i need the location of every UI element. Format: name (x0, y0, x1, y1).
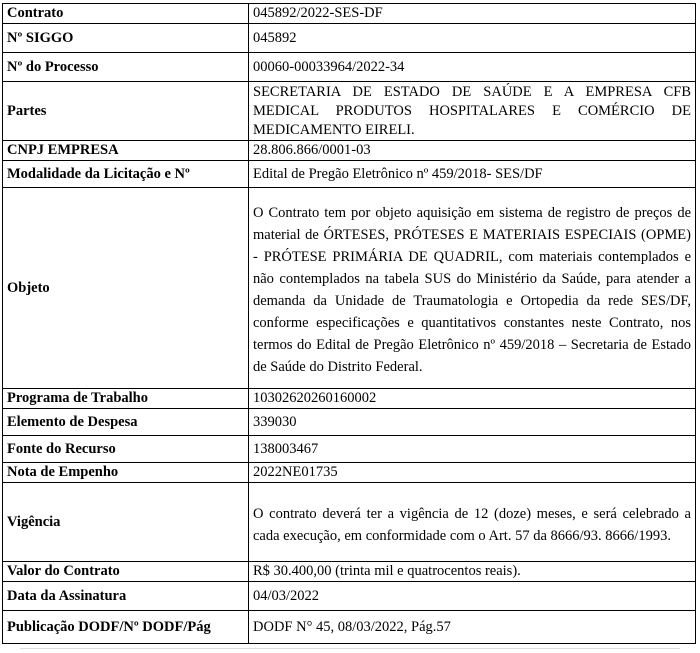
row-value: 00060-00033964/2022-34 (249, 53, 696, 82)
row-value: DODF N° 45, 08/03/2022, Pág.57 (249, 611, 696, 644)
table-row (3, 24, 696, 53)
row-value: R$ 30.400,00 (trinta mil e quatrocentos reais). (249, 562, 696, 582)
row-label: Publicação DODF/Nº DODF/Pág (3, 611, 249, 644)
table-row (3, 562, 696, 582)
row-label: Nº SIGGO (3, 24, 249, 53)
row-label: Data da Assinatura (3, 582, 249, 611)
row-value: 339030 (249, 409, 696, 436)
table-row (3, 141, 696, 161)
row-label: CNPJ EMPRESA (3, 141, 249, 161)
row-value: 2022NE01735 (249, 463, 696, 483)
row-value: O Contrato tem por objeto aquisição em sistema de registro de preços de material de ÓRTESES, PRÓTESES E MATERIAIS ESPECIAIS (OPME) - PRÓTESE PRIMÁRIA DE QUADRIL, com materiais contemplados e não contemplados na tabela SUS do Ministério da Saúde, para atender a demanda da Unidade de Traumatologia e Ortopedia da rede SES/DF, conforme especificações e quantitativos constantes neste Contrato, nos termos do Edital de Pregão Eletrônico nº 459/2018 – Secretaria de Estado de Saúde do Distrito Federal. (249, 188, 696, 389)
table-row (3, 409, 696, 436)
table-row (3, 483, 696, 562)
table-row (3, 188, 696, 389)
row-value: 28.806.866/0001-03 (249, 141, 696, 161)
row-value: O contrato deverá ter a vigência de 12 (doze) meses, e será celebrado a cada execução, em conformidade com o Art. 57 da 8666/93. 8666/1993. (249, 483, 696, 562)
row-label: Objeto (3, 188, 249, 389)
row-label: Fonte do Recurso (3, 436, 249, 463)
row-value: 04/03/2022 (249, 582, 696, 611)
table-row (3, 4, 696, 24)
row-label: Contrato (3, 4, 249, 24)
row-label: Modalidade da Licitação e Nº (3, 161, 249, 188)
contract-summary-table (2, 3, 696, 644)
table-row (3, 389, 696, 409)
row-value: 10302620260160002 (249, 389, 696, 409)
row-value: 138003467 (249, 436, 696, 463)
row-label: Vigência (3, 483, 249, 562)
divider (20, 648, 680, 649)
row-label: Nota de Empenho (3, 463, 249, 483)
row-value: SECRETARIA DE ESTADO DE SAÚDE E A EMPRESA CFB MEDICAL PRODUTOS HOSPITALARES E COMÉRCIO DE MEDICAMENTO EIRELI. (249, 82, 696, 141)
row-label: Valor do Contrato (3, 562, 249, 582)
table-row (3, 161, 696, 188)
row-value: Edital de Pregão Eletrônico nº 459/2018- SES/DF (249, 161, 696, 188)
table-row (3, 582, 696, 611)
table-row (3, 436, 696, 463)
table-row (3, 53, 696, 82)
table-row (3, 611, 696, 644)
row-label: Partes (3, 82, 249, 141)
row-label: Programa de Trabalho (3, 389, 249, 409)
row-label: Elemento de Despesa (3, 409, 249, 436)
table-row (3, 82, 696, 141)
row-value: 045892 (249, 24, 696, 53)
row-value: 045892/2022-SES-DF (249, 4, 696, 24)
table-row (3, 463, 696, 483)
row-label: Nº do Processo (3, 53, 249, 82)
